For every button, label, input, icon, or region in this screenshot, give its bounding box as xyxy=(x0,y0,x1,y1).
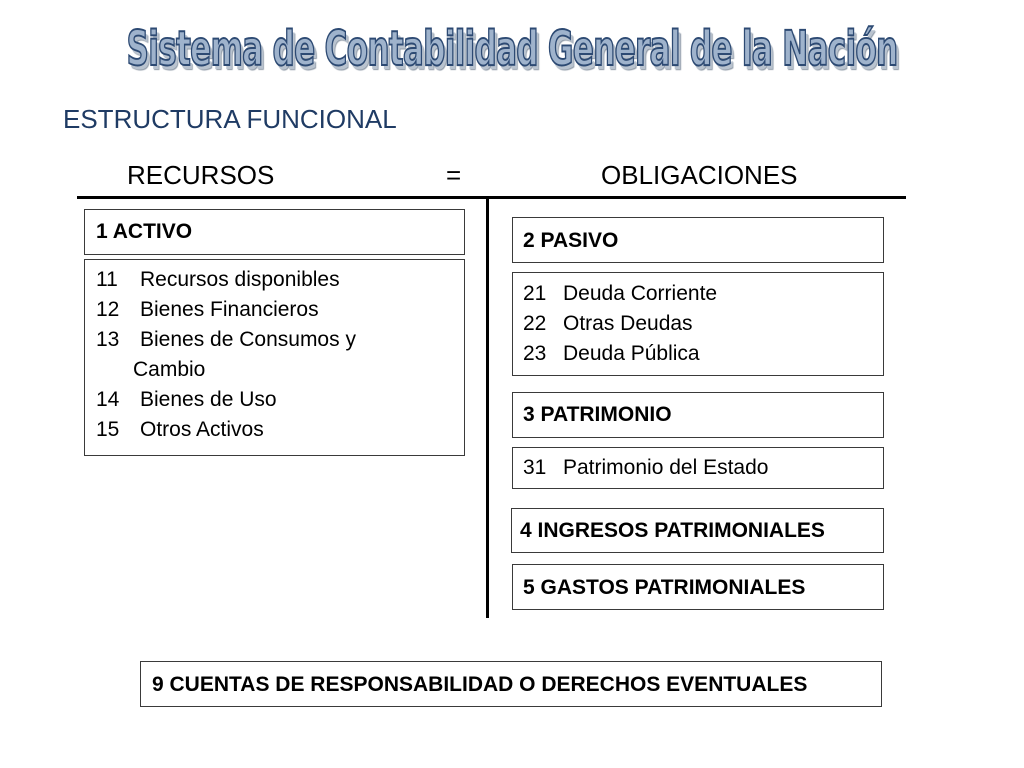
list-item: 23 Deuda Pública xyxy=(523,342,700,365)
pasivo-heading: 2 PASIVO xyxy=(523,229,619,252)
gastos-heading: 5 GASTOS PATRIMONIALES xyxy=(523,576,806,599)
ingresos-heading-box xyxy=(511,508,884,553)
activo-heading: 1 ACTIVO xyxy=(96,220,193,243)
activo-items-box xyxy=(84,259,465,456)
patrimonio-items-box xyxy=(512,447,884,489)
header-obligaciones: OBLIGACIONES xyxy=(601,160,798,190)
list-item: 31 Patrimonio del Estado xyxy=(523,456,769,479)
patrimonio-heading: 3 PATRIMONIO xyxy=(523,403,672,426)
patrimonio-heading-box xyxy=(512,392,884,438)
ingresos-heading: 4 INGRESOS PATRIMONIALES xyxy=(520,519,825,542)
cuentas-heading-box xyxy=(140,661,882,707)
list-item: 21 Deuda Corriente xyxy=(523,282,718,305)
list-item-continuation: Cambio xyxy=(133,358,206,381)
list-item: 12 Bienes Financieros xyxy=(96,298,319,321)
header-recursos: RECURSOS xyxy=(127,160,275,190)
list-item: 11 Recursos disponibles xyxy=(96,268,340,291)
list-item: 13 Bienes de Consumos y xyxy=(96,328,356,351)
cuentas-heading: 9 CUENTAS DE RESPONSABILIDAD O DERECHOS EVENTUALES xyxy=(152,673,808,696)
header-equals-sign: = xyxy=(446,160,462,190)
list-item: 22 Otras Deudas xyxy=(523,312,693,335)
slide-title: Sistema de Contabilidad General de la Nación xyxy=(126,22,898,78)
gastos-heading-box xyxy=(512,564,884,610)
t-account-vertical-line xyxy=(486,198,489,618)
section-subtitle: ESTRUCTURA FUNCIONAL xyxy=(63,104,397,134)
activo-heading-box xyxy=(84,209,465,255)
list-item: 14 Bienes de Uso xyxy=(96,388,277,411)
pasivo-heading-box xyxy=(512,217,884,263)
pasivo-items-box xyxy=(512,272,884,376)
list-item: 15 Otros Activos xyxy=(96,418,264,441)
t-account-horizontal-line xyxy=(77,196,906,199)
